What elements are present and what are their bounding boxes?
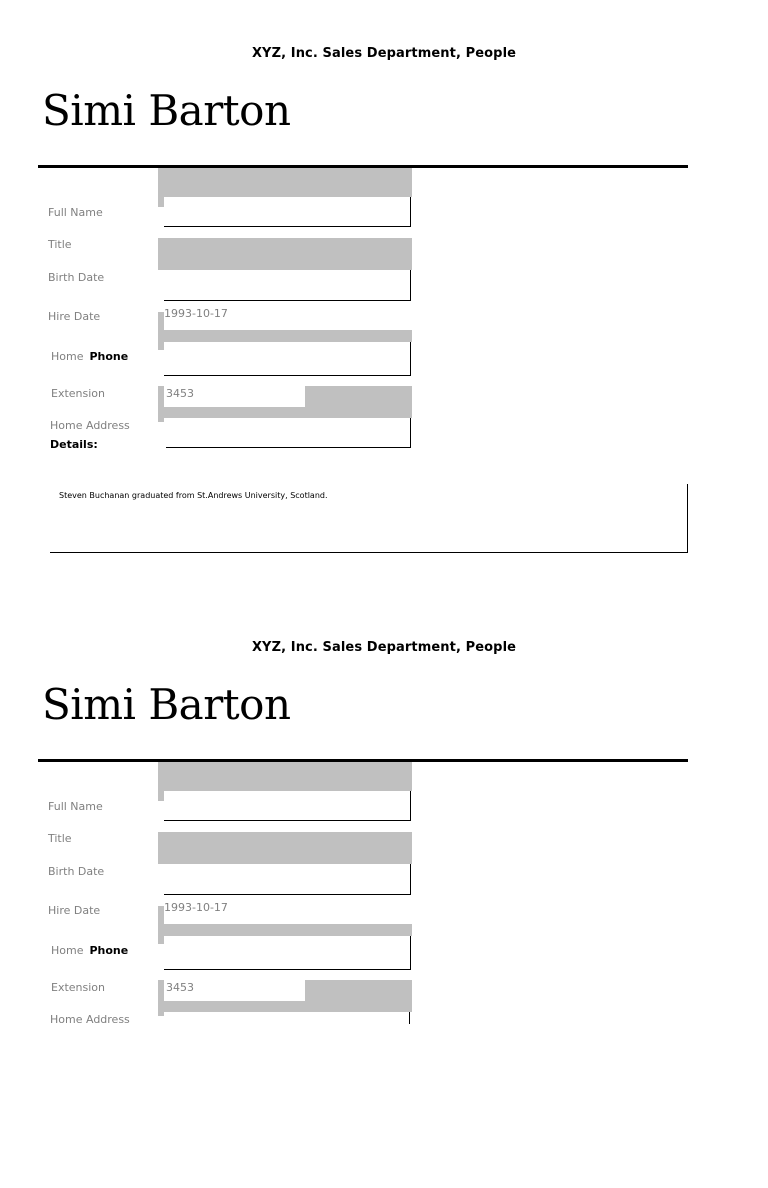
phone-label: Phone [89, 350, 129, 363]
home-phone-input[interactable] [164, 342, 411, 376]
department-header: XYZ, Inc. Sales Department, People [251, 640, 517, 655]
employee-record-2 [0, 594, 768, 1188]
full-name-input[interactable] [164, 791, 411, 821]
form-shading [158, 418, 164, 422]
home-phone-label [51, 350, 128, 363]
form-shading [158, 924, 412, 936]
extension-input[interactable] [164, 980, 305, 1001]
employee-name-heading: Simi Barton [42, 86, 291, 135]
birth-date-label: Birth Date [48, 271, 105, 284]
home-address-input[interactable] [166, 418, 411, 448]
extension-label: Extension [51, 387, 106, 400]
hire-date-label: Hire Date [48, 310, 101, 323]
details-text: Steven Buchanan graduated from St.Andrews University, Scotland. [59, 491, 328, 500]
title-label: Title [48, 832, 72, 845]
birth-date-label: Birth Date [48, 865, 105, 878]
form-shading [158, 762, 412, 791]
extension-input[interactable] [164, 386, 305, 407]
employee-name-heading: Simi Barton [42, 680, 291, 729]
home-phone-input[interactable] [164, 936, 411, 970]
extension-label: Extension [51, 981, 106, 994]
home-address-label: Home Address [50, 1013, 130, 1026]
full-name-label: Full Name [48, 206, 103, 219]
hire-date-value[interactable]: 1993-10-17 [164, 901, 228, 914]
full-name-input[interactable] [164, 197, 411, 227]
form-shading [158, 1012, 164, 1016]
full-name-label: Full Name [48, 800, 103, 813]
form-shading [158, 330, 412, 342]
title-label: Title [48, 238, 72, 251]
home-label: Home [51, 350, 84, 363]
home-label: Home [51, 944, 84, 957]
extension-value: 3453 [166, 387, 194, 400]
home-address-input[interactable] [409, 1012, 410, 1024]
home-address-label: Home Address [50, 419, 130, 432]
title-field-shaded [158, 832, 412, 864]
birth-date-input[interactable] [164, 864, 411, 895]
home-phone-label [51, 944, 128, 957]
hire-date-label: Hire Date [48, 904, 101, 917]
hire-date-value[interactable]: 1993-10-17 [164, 307, 228, 320]
title-field-shaded [158, 238, 412, 270]
extension-value: 3453 [166, 981, 194, 994]
form-shading [158, 168, 412, 197]
birth-date-input[interactable] [164, 270, 411, 301]
details-box[interactable] [50, 484, 688, 553]
department-header: XYZ, Inc. Sales Department, People [251, 46, 517, 61]
phone-label: Phone [89, 944, 129, 957]
details-label: Details: [50, 438, 98, 451]
